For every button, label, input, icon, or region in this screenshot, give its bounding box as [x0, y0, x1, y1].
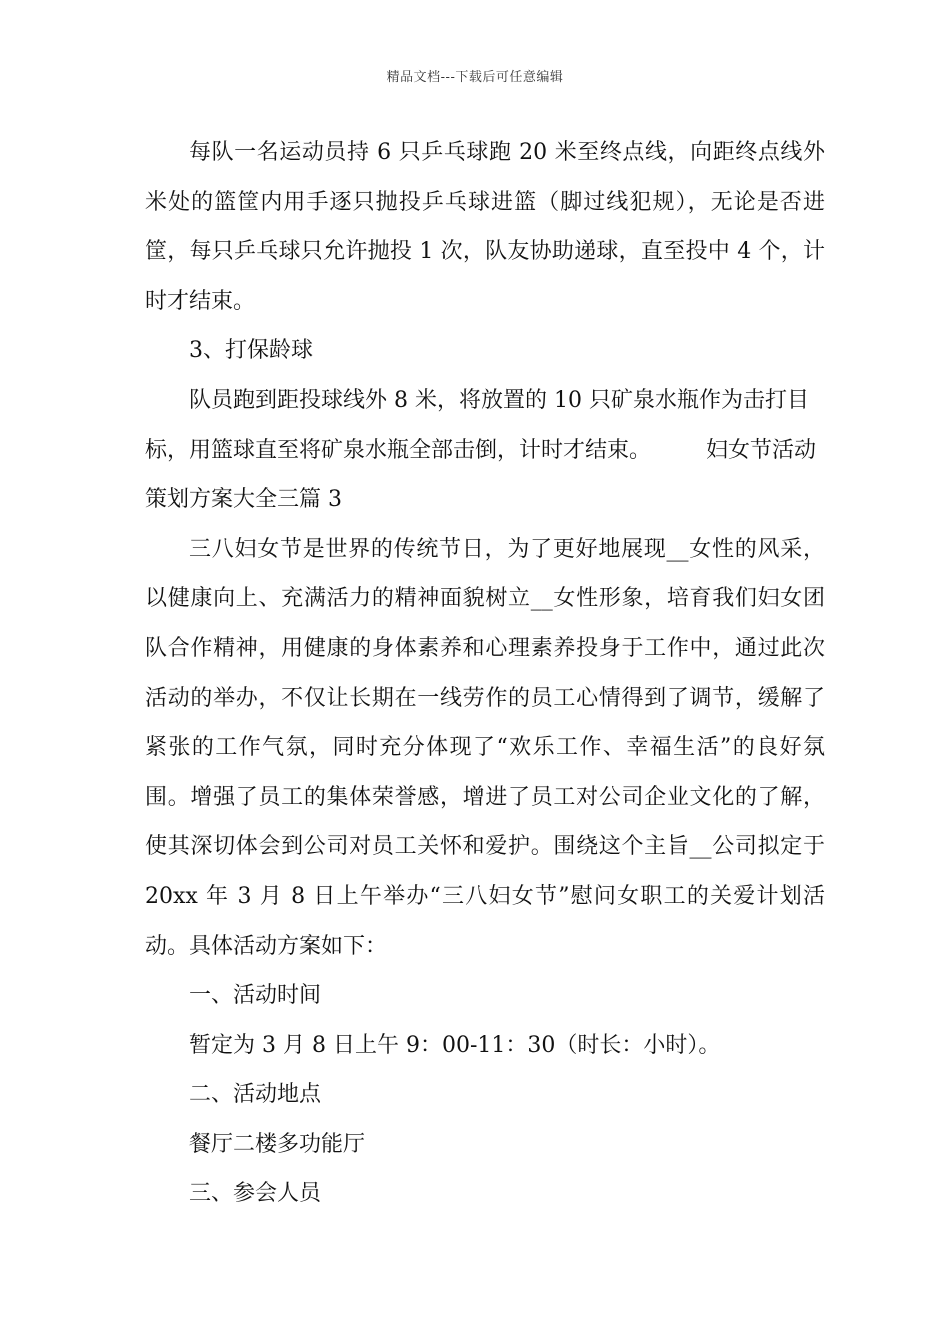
heading-attendees: 三、参会人员 [189, 1181, 322, 1207]
paragraph-event-time: 暂定为 3 月 8 日上午 9：00-11：30（时长：小时）。 [189, 1032, 721, 1058]
heading-event-time: 一、活动时间 [189, 983, 322, 1009]
paragraph-bowling-rules: 队员跑到距投球线外 8 米，将放置的 10 只矿泉水瓶作为击打目标，用篮球直至将矿泉水瓶全部击倒，计时才结束。 妇女节活动策划方案大全三篇 3 [145, 387, 817, 513]
paragraph-event-location: 餐厅二楼多功能厅 [189, 1131, 366, 1157]
document-body [145, 128, 825, 1219]
paragraph-ping-pong-rules: 每队一名运动员持 6 只乒乓球跑 20 米至终点线，向距终点线外米处的篮筐内用手逐只抛投乒乓球进篮（脚过线犯规），无论是否进筐，每只乒乓球只允许抛投 1 次，队友协助递球，直至投中 4 个，计时才结束。 [145, 140, 825, 314]
paragraph-event-intro: 三八妇女节是世界的传统节日，为了更好地展现__女性的风采，以健康向上、充满活力的精神面貌树立__女性形象，培育我们妇女团队合作精神，用健康的身体素养和心理素养投身于工作中，通过此次活动的举办，不仅让长期在一线劳作的员工心情得到了调节，缓解了紧张的工作气氛，同时充分体现了“欢乐工作、幸福生活”的良好氛围。增强了员工的集体荣誉感，增进了员工对公司企业文化的了解，使其深切体会到公司对员工关怀和爱护。围绕这个主旨__公司拟定于 20xx 年 3 月 8 日上午举办“三八妇女节”慰问女职工的关爱计划活动。具体活动方案如下： [145, 536, 825, 959]
heading-event-location: 二、活动地点 [189, 1082, 322, 1108]
page-header: 精品文档---下载后可任意编辑 [386, 70, 564, 85]
heading-bowling: 3、打保龄球 [189, 338, 313, 364]
